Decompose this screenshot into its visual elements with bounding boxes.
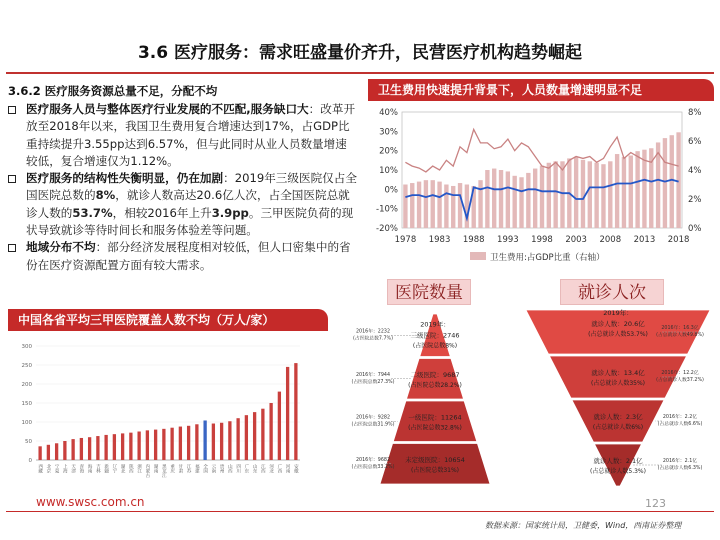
y-tick-label: 250 bbox=[21, 363, 32, 369]
gdp-share-bar bbox=[458, 183, 462, 228]
x-tick-label: 2003 bbox=[565, 235, 587, 245]
gdp-share-bar bbox=[574, 157, 578, 228]
level-name: 二级医院：9687 bbox=[410, 370, 460, 379]
prev-year-share: (占医院总数27.3%) bbox=[351, 379, 395, 385]
province-bar bbox=[179, 427, 182, 460]
province-label: 辽宁 bbox=[111, 464, 117, 473]
province-bar bbox=[146, 430, 149, 460]
chart-banner-health-spending: 卫生费用快速提升背景下，人员数量增速明显不足 bbox=[368, 79, 714, 101]
year-label: 2019年： bbox=[603, 309, 633, 317]
data-source: 数据来源：国家统计局，卫健委，Wind，西南证券整理 bbox=[485, 521, 682, 530]
level-name: 就诊人数：13.4亿 bbox=[591, 369, 645, 377]
gdp-share-bar bbox=[526, 173, 530, 228]
province-bar bbox=[121, 433, 124, 460]
province-label: 湖北 bbox=[120, 464, 126, 473]
footer-divider bbox=[6, 511, 714, 512]
checkbox-bullet-icon bbox=[8, 175, 16, 183]
prev-year-value: 2016年：2.1亿 bbox=[662, 459, 698, 464]
bullet-lead: 地域分布不均 bbox=[26, 240, 96, 255]
hospital-pyramid bbox=[335, 308, 535, 488]
y-right-tick-label: 8% bbox=[688, 108, 702, 118]
province-bar bbox=[71, 439, 74, 460]
prev-year-value: 2016年：2.2亿 bbox=[662, 415, 698, 420]
hospital-count-heading: 医院数量 bbox=[387, 279, 471, 305]
province-label: 上海 bbox=[62, 464, 68, 473]
gdp-share-bar bbox=[424, 180, 428, 228]
province-label: 江苏 bbox=[186, 464, 192, 473]
province-label: 河南 bbox=[285, 464, 291, 473]
pyramid-level bbox=[572, 400, 664, 442]
gdp-share-bar bbox=[608, 161, 612, 228]
x-tick-label: 2018 bbox=[667, 235, 690, 245]
level-share: (占医院总数8%) bbox=[412, 342, 458, 350]
level-share: (占总就诊人数5.3%) bbox=[590, 468, 646, 475]
province-bar bbox=[38, 446, 41, 460]
level-share: (占医院总数28.2%) bbox=[408, 381, 462, 389]
section-heading: 3.6.2 医疗服务资源总量不足，分配不均 bbox=[8, 84, 218, 98]
province-label: 山西 bbox=[227, 464, 233, 473]
province-bar bbox=[253, 412, 256, 460]
y-right-tick-label: 0% bbox=[688, 224, 702, 234]
province-bar bbox=[129, 433, 132, 460]
province-label: 贵州 bbox=[219, 464, 225, 473]
province-bar bbox=[294, 363, 297, 460]
gdp-share-bar bbox=[417, 182, 421, 228]
prev-year-share: (占医院总数7.7%) bbox=[353, 336, 393, 342]
province-label: 西藏 bbox=[37, 464, 43, 473]
gdp-share-bar bbox=[635, 151, 639, 228]
level-name: 就诊人数：20.6亿 bbox=[591, 320, 645, 328]
y-left-tick-label: 20% bbox=[379, 146, 398, 157]
province-label: 天津 bbox=[70, 464, 76, 473]
bullet-item bbox=[8, 239, 358, 274]
province-label: 云南 bbox=[210, 464, 216, 473]
gdp-share-bar bbox=[553, 161, 557, 228]
gdp-share-bar bbox=[560, 161, 564, 228]
y-tick-label: 200 bbox=[21, 382, 32, 388]
province-bar bbox=[220, 423, 223, 460]
title-divider bbox=[6, 72, 714, 74]
province-bar bbox=[104, 435, 107, 460]
prev-year-value: 2016年：9682 bbox=[355, 457, 391, 463]
province-label: 新疆 bbox=[103, 464, 109, 473]
y-left-tick-label: -20% bbox=[376, 224, 398, 234]
health-spending-chart bbox=[366, 104, 716, 266]
gdp-share-bar bbox=[547, 163, 551, 228]
bullet-text: ，相较2016年上升 bbox=[112, 205, 212, 220]
gdp-share-bar bbox=[588, 161, 592, 228]
gdp-share-bar bbox=[492, 169, 496, 228]
province-bar bbox=[212, 424, 215, 460]
bullet-item bbox=[8, 101, 358, 170]
province-label: 湖南 bbox=[153, 464, 159, 473]
province-label: 河北 bbox=[268, 464, 274, 473]
bullet-text: ：部分经济发展程度相对较低，但人口密集中的省份在医疗资源配置方面有较大需求。 bbox=[26, 240, 351, 272]
prev-year-share: (占总就诊人数37.2%) bbox=[656, 378, 704, 383]
province-bar bbox=[47, 445, 50, 460]
x-tick-label: 2008 bbox=[599, 235, 622, 245]
y-left-tick-label: 30% bbox=[379, 127, 398, 138]
level-name: 三级医院：2746 bbox=[410, 331, 460, 340]
gdp-share-bar bbox=[506, 171, 510, 228]
x-tick-label: 1978 bbox=[394, 235, 417, 245]
gdp-share-bar bbox=[642, 150, 646, 228]
gdp-share-bar bbox=[410, 183, 414, 228]
highlight-value: 53.7% bbox=[72, 205, 113, 220]
footer-url[interactable]: www.swsc.com.cn bbox=[36, 495, 145, 509]
level-name: 就诊人数：2.1亿 bbox=[593, 457, 643, 465]
bullet-lead: 医疗服务的结构性失衡明显，仍在加剧 bbox=[26, 171, 224, 186]
level-name: 未定级医院：10654 bbox=[405, 455, 465, 464]
prev-year-value: 2016年：2232 bbox=[355, 329, 391, 335]
province-bar bbox=[63, 441, 66, 460]
gdp-share-bar bbox=[465, 185, 469, 229]
province-bar bbox=[269, 403, 272, 460]
highlight-value: 3.9pp bbox=[211, 205, 249, 220]
gdp-share-bar bbox=[540, 166, 544, 228]
province-bar bbox=[278, 392, 281, 460]
gdp-share-bar bbox=[670, 135, 674, 228]
page-title: 3.6 医疗服务：需求旺盛量价齐升，民营医疗机构趋势崛起 bbox=[137, 43, 583, 63]
x-tick-label: 1988 bbox=[462, 235, 485, 245]
y-tick-label: 300 bbox=[21, 344, 32, 350]
y-left-tick-label: 40% bbox=[379, 108, 398, 118]
province-bar bbox=[154, 430, 157, 460]
province-coverage-chart bbox=[8, 338, 308, 490]
province-label: 重庆 bbox=[169, 464, 175, 473]
province-label: 山东 bbox=[252, 464, 258, 473]
gdp-share-bar bbox=[629, 156, 633, 229]
page-number: 123 bbox=[645, 497, 666, 510]
province-label: 海南 bbox=[87, 464, 93, 473]
legend-swatch bbox=[470, 252, 486, 260]
x-tick-label: 2013 bbox=[633, 235, 656, 245]
province-label: 全国 bbox=[202, 464, 208, 473]
province-bar bbox=[113, 434, 116, 460]
bullet-list bbox=[8, 101, 358, 274]
gdp-share-bar bbox=[533, 169, 537, 228]
gdp-share-bar bbox=[663, 138, 667, 228]
province-bar bbox=[80, 438, 83, 460]
y-tick-label: 50 bbox=[25, 439, 32, 445]
level-name: 一级医院：11264 bbox=[408, 413, 462, 422]
province-bar bbox=[245, 415, 248, 460]
province-bar bbox=[162, 429, 165, 460]
bullet-text: 。三甲医院负荷的现状导致就诊等待时间长和服务体验差等问题。 bbox=[26, 205, 354, 238]
y-right-tick-label: 4% bbox=[688, 166, 702, 176]
gdp-share-bar bbox=[519, 177, 523, 228]
province-bar bbox=[203, 420, 206, 460]
gdp-share-bar bbox=[622, 157, 626, 228]
prev-year-share: (占总就诊人数6.3%) bbox=[657, 466, 703, 471]
y-tick-label: 100 bbox=[21, 420, 32, 426]
y-right-tick-label: 6% bbox=[688, 137, 702, 147]
checkbox-bullet-icon bbox=[8, 244, 16, 252]
highlight-value: 8% bbox=[95, 188, 116, 203]
level-share: (占总就诊人数6%) bbox=[592, 424, 644, 431]
gdp-share-bar bbox=[594, 163, 598, 228]
prev-year-share: (占医院总数31.9%) bbox=[351, 422, 395, 428]
gdp-share-bar bbox=[615, 154, 619, 228]
level-share: (占总就诊人数53.7%) bbox=[588, 331, 648, 338]
level-name: 就诊人数：2.3亿 bbox=[593, 413, 643, 421]
bullet-text: ，就诊人数高达20.6亿人次，占全国医院总就诊人数的 bbox=[26, 188, 350, 220]
prev-year-share: (占医院总数33.2%) bbox=[351, 464, 395, 470]
visit-count-heading: 就诊人次 bbox=[560, 279, 664, 305]
gdp-share-bar bbox=[499, 170, 503, 228]
province-label: 吉林 bbox=[95, 464, 101, 473]
gdp-share-bar bbox=[444, 185, 448, 229]
prev-year-share: (占总就诊人数6.6%) bbox=[657, 422, 703, 427]
province-label: 陕西 bbox=[128, 464, 134, 473]
gdp-share-bar bbox=[451, 186, 455, 228]
province-bar bbox=[236, 418, 239, 460]
province-label: 北京 bbox=[45, 464, 51, 473]
gdp-share-bar bbox=[403, 185, 407, 229]
province-label: 黑龙江 bbox=[161, 464, 167, 478]
gdp-share-bar bbox=[601, 164, 605, 228]
province-label: 广东 bbox=[243, 464, 249, 473]
prev-year-share: (占总就诊人数49.8%) bbox=[656, 333, 704, 338]
gdp-share-bar bbox=[437, 182, 441, 228]
gdp-share-bar bbox=[485, 170, 489, 228]
y-left-tick-label: 10% bbox=[379, 166, 398, 176]
gdp-share-bar bbox=[431, 180, 435, 228]
year-label: 2019年： bbox=[420, 320, 450, 329]
legend-label: 卫生费用:占GDP比重（右轴） bbox=[490, 253, 605, 263]
x-tick-label: 1993 bbox=[497, 235, 519, 245]
gdp-share-bar bbox=[676, 132, 680, 228]
gdp-share-bar bbox=[512, 176, 516, 228]
y-left-tick-label: 0% bbox=[384, 185, 398, 196]
province-bar bbox=[261, 409, 264, 460]
province-bar bbox=[195, 424, 198, 460]
y-left-tick-label: -10% bbox=[376, 204, 398, 215]
visit-pyramid bbox=[520, 306, 718, 492]
bullet-text: ：2019年三级医院仅占全国医院总数的 bbox=[26, 171, 357, 203]
province-label: 广西 bbox=[276, 464, 282, 473]
checkbox-bullet-icon bbox=[8, 106, 16, 114]
province-label: 青海 bbox=[78, 464, 84, 473]
province-label: 甘肃 bbox=[177, 464, 183, 473]
pyramid-level bbox=[380, 444, 490, 485]
x-tick-label: 1998 bbox=[531, 235, 553, 245]
gdp-share-bar bbox=[581, 160, 585, 228]
chart-banner-province-coverage: 中国各省平均三甲医院覆盖人数不均（万人/家） bbox=[8, 309, 328, 331]
prev-year-value: 2016年：7944 bbox=[355, 372, 391, 378]
prev-year-value: 2016年：16.3亿 bbox=[661, 326, 699, 331]
province-label: 宁夏 bbox=[54, 464, 60, 473]
prev-year-value: 2016年：12.2亿 bbox=[661, 371, 699, 376]
gdp-share-bar bbox=[478, 180, 482, 228]
y-right-tick-label: 2% bbox=[688, 195, 702, 205]
level-share: (占医院总数31%) bbox=[410, 466, 460, 474]
province-bar bbox=[286, 367, 289, 460]
x-tick-label: 1983 bbox=[428, 235, 451, 245]
bullet-text: ：改革开放至2018年以来，我国卫生费用复合增速达到17%，占GDP比重持续提升3.55pp达到6.57%，但与此同时从业人员数量增速较低，复合增速仅为1.12%。 bbox=[26, 102, 356, 168]
province-bar bbox=[88, 437, 91, 460]
bullet-item bbox=[8, 170, 358, 239]
pyramid-level bbox=[393, 401, 477, 442]
province-label: 江西 bbox=[260, 464, 266, 473]
province-bar bbox=[55, 443, 58, 460]
y-tick-label: 150 bbox=[21, 401, 32, 407]
province-bar bbox=[96, 436, 99, 460]
province-label: 浙江 bbox=[136, 464, 142, 473]
level-share: (占总就诊人数35%) bbox=[590, 380, 646, 387]
province-label: 福建 bbox=[194, 464, 200, 473]
province-bar bbox=[170, 428, 173, 460]
province-bar bbox=[137, 432, 140, 461]
bullet-lead: 医疗服务人员与整体医疗行业发展的不匹配,服务缺口大 bbox=[26, 102, 309, 116]
pyramid-level bbox=[407, 359, 464, 400]
province-label: 内蒙古 bbox=[144, 464, 150, 478]
province-bar bbox=[187, 426, 190, 460]
province-bar bbox=[228, 421, 231, 460]
prev-year-value: 2016年：9282 bbox=[355, 415, 391, 421]
province-label: 四川 bbox=[235, 464, 241, 473]
province-label: 安徽 bbox=[293, 464, 299, 473]
y-tick-label: 0 bbox=[28, 458, 32, 464]
level-share: (占医院总数32.8%) bbox=[408, 424, 462, 432]
